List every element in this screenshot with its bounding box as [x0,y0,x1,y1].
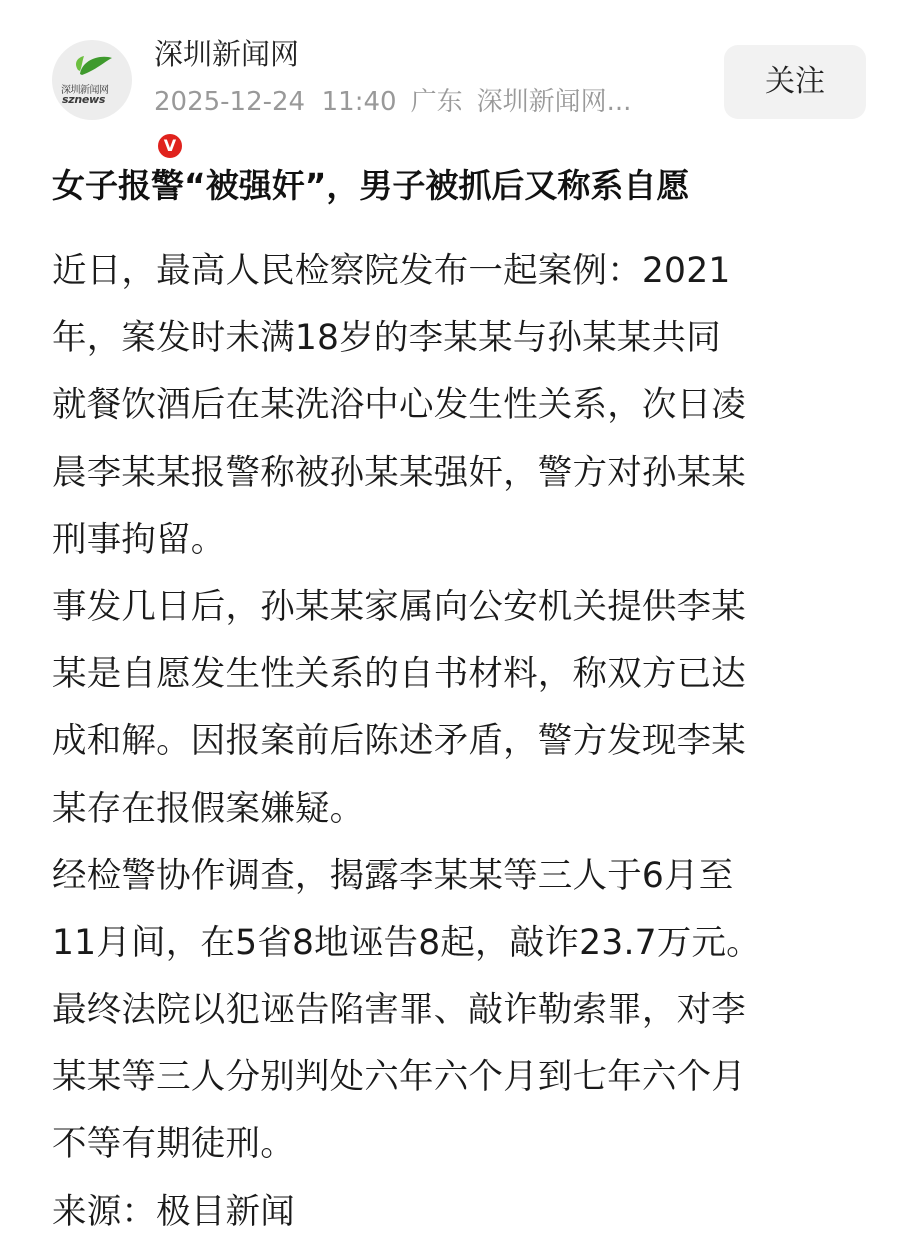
paragraph-line: 来源：极目新闻 [52,1191,295,1232]
paragraph-line: 成和解。因报案前后陈述矛盾，警方发现李某 [52,721,746,762]
paragraph-line: 年，案发时未满18岁的李某某与孙某某共同 [52,318,721,359]
paragraph-line: 最终法院以犯诬告陷害罪、敲诈勒索罪，对李 [52,990,746,1031]
article-paragraph [52,843,870,977]
article-body [52,238,870,1246]
article-paragraph [52,574,870,843]
paragraph-line: 近日，最高人民检察院发布一起案例：2021 [52,251,731,291]
avatar[interactable] [52,40,177,155]
paragraph-line: 某某等三人分别判处六年六个月到七年六个月 [52,1057,746,1098]
follow-button[interactable]: 关注 [724,45,866,119]
article-title: 女子报警“被强奸”，男子被抓后又称系自愿 [52,166,690,205]
verified-icon: V [155,131,185,161]
paragraph-line: 就餐饮酒后在某洗浴中心发生性关系，次日凌 [52,385,746,426]
article-header [0,0,918,155]
article-meta [154,84,631,120]
avatar-logo-text-cn: 深圳新闻网 [61,85,109,96]
paragraph-line: 晨李某某报警称被孙某某强奸，警方对孙某某 [52,452,746,493]
article-paragraph [52,238,870,574]
meta-source-name: 深圳新闻网... [476,87,632,117]
paragraph-line: 某存在报假案嫌疑。 [52,788,365,829]
publish-location: 广东 [410,87,463,117]
source-name[interactable]: 深圳新闻网 [154,37,300,71]
paragraph-line: 刑事拘留。 [52,519,226,560]
article-paragraph [52,977,870,1179]
publish-datetime: 2025-12-24 11:40 [154,87,397,117]
paragraph-line: 经检警协作调查，揭露李某某等三人于6月至 [52,855,734,896]
paragraph-line: 不等有期徒刑。 [52,1124,295,1165]
paragraph-line: 某是自愿发生性关系的自书材料，称双方已达 [52,654,746,695]
article-source-credit [52,1179,870,1246]
paragraph-line: 事发几日后，孙某某家属向公安机关提供李某 [52,586,746,627]
avatar-logo-text-en: sznews [62,93,106,106]
paragraph-line: 11月间，在5省8地诬告8起，敲诈23.7万元。 [52,922,761,963]
sznews-logo-icon [52,40,132,120]
